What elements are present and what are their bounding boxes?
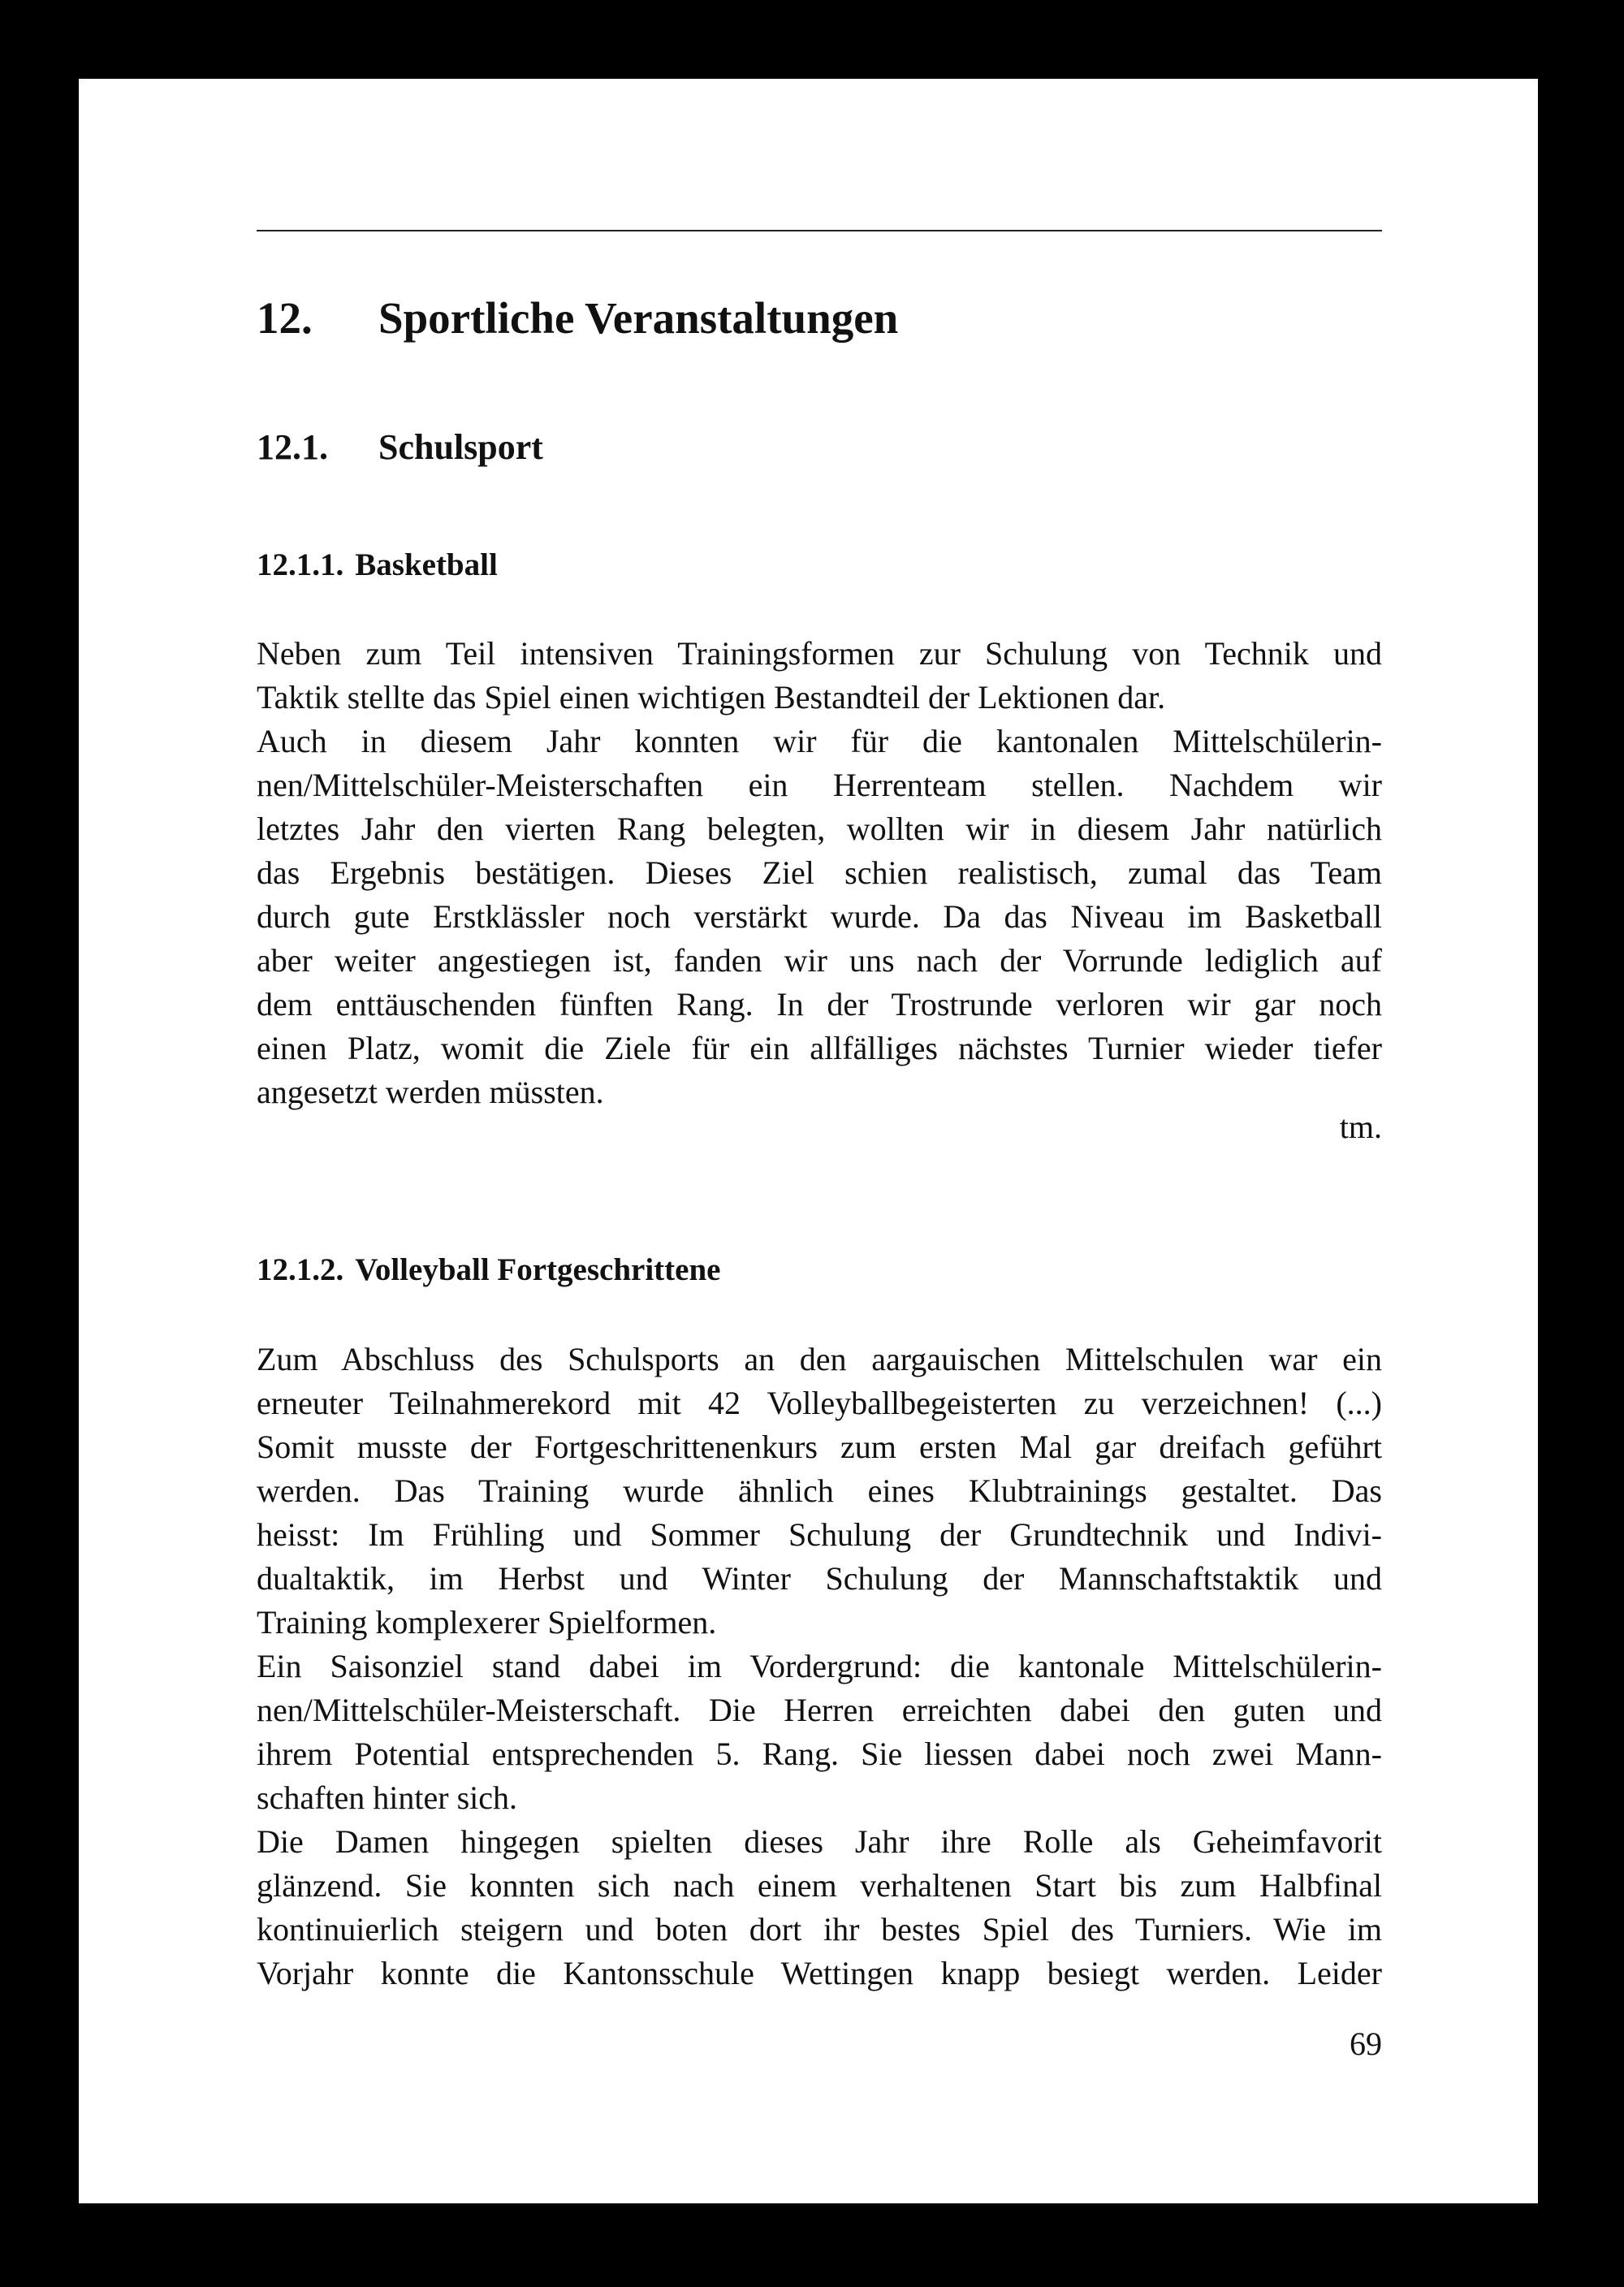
- paragraph-line: angesetzt werden müssten.: [257, 1074, 604, 1110]
- paragraph-line: Auch in diesem Jahr konnten wir für die kantonalen Mittelschülerin-: [257, 723, 1382, 759]
- paragraph-line: erneuter Teilnahmerekord mit 42 Volleyballbegeisterten zu verzeichnen! (...): [257, 1385, 1382, 1421]
- paragraph-line: Ein Saisonziel stand dabei im Vordergrund: die kantonale Mittelschülerin-: [257, 1648, 1382, 1684]
- chapter-heading: [257, 292, 898, 345]
- section-title: Schulsport: [378, 427, 543, 467]
- section-number: 12.1.: [257, 427, 328, 467]
- paragraph-line: Neben zum Teil intensiven Trainingsformen zur Schulung von Technik und: [257, 635, 1382, 672]
- chapter-title: Sportliche Veranstaltungen: [378, 293, 899, 343]
- paragraph-line: Vorjahr konnte die Kantonsschule Wettingen knapp besiegt werden. Leider: [257, 1955, 1382, 1991]
- basketball-heading: [257, 547, 498, 585]
- paragraph-line: nen/Mittelschüler-Meisterschaften ein Herrenteam stellen. Nachdem wir: [257, 767, 1382, 803]
- section-heading: [257, 426, 543, 469]
- paragraph-line: glänzend. Sie konnten sich nach einem verhaltenen Start bis zum Halbfinal: [257, 1867, 1382, 1904]
- paragraph-line: letztes Jahr den vierten Rang belegten, wollten wir in diesem Jahr natürlich: [257, 811, 1382, 847]
- paragraph-line: Somit musste der Fortgeschrittenenkurs zum ersten Mal gar dreifach geführt: [257, 1429, 1382, 1465]
- paragraph-line: dualtaktik, im Herbst und Winter Schulung der Mannschaftstaktik und: [257, 1560, 1382, 1597]
- volleyball-heading: [257, 1252, 720, 1290]
- basketball-paragraph: [257, 632, 1382, 1114]
- paragraph-line: Zum Abschluss des Schulsports an den aargauischen Mittelschulen war ein: [257, 1341, 1382, 1377]
- author-initials: tm.: [1339, 1109, 1382, 1145]
- volleyball-title: Volleyball Fortgeschrittene: [355, 1252, 721, 1287]
- page-number: 69: [1350, 2025, 1382, 2062]
- paragraph-line: ihrem Potential entsprechenden 5. Rang. Sie liessen dabei noch zwei Mann-: [257, 1736, 1382, 1772]
- basketball-number: 12.1.1.: [257, 547, 344, 582]
- paragraph-line: Taktik stellte das Spiel einen wichtigen Bestandteil der Lektionen dar.: [257, 679, 1166, 715]
- document-page: [79, 79, 1538, 2203]
- paragraph-line: das Ergebnis bestätigen. Dieses Ziel schien realistisch, zumal das Team: [257, 854, 1382, 891]
- paragraph-line: dem enttäuschenden fünften Rang. In der Trostrunde verloren wir gar noch: [257, 986, 1382, 1022]
- header-rule: [257, 230, 1382, 231]
- paragraph-line: durch gute Erstklässler noch verstärkt wurde. Da das Niveau im Basketball: [257, 898, 1382, 935]
- chapter-number: 12.: [257, 293, 313, 343]
- paragraph-line: nen/Mittelschüler-Meisterschaft. Die Herren erreichten dabei den guten und: [257, 1692, 1382, 1728]
- paragraph-line: Training komplexerer Spielformen.: [257, 1604, 717, 1641]
- paragraph-line: einen Platz, womit die Ziele für ein allfälliges nächstes Turnier wieder tiefer: [257, 1030, 1382, 1066]
- paragraph-line: Die Damen hingegen spielten dieses Jahr ihre Rolle als Geheimfavorit: [257, 1823, 1382, 1860]
- paragraph-line: aber weiter angestiegen ist, fanden wir uns nach der Vorrunde lediglich auf: [257, 942, 1382, 979]
- basketball-title: Basketball: [355, 547, 498, 582]
- paragraph-line: heisst: Im Frühling und Sommer Schulung der Grundtechnik und Indivi-: [257, 1516, 1382, 1553]
- paragraph-line: werden. Das Training wurde ähnlich eines Klubtrainings gestaltet. Das: [257, 1472, 1382, 1509]
- paragraph-line: kontinuierlich steigern und boten dort ihr bestes Spiel des Turniers. Wie im: [257, 1911, 1382, 1948]
- paragraph-line: schaften hinter sich.: [257, 1779, 517, 1816]
- volleyball-number: 12.1.2.: [257, 1252, 344, 1287]
- volleyball-paragraph: [257, 1338, 1382, 1995]
